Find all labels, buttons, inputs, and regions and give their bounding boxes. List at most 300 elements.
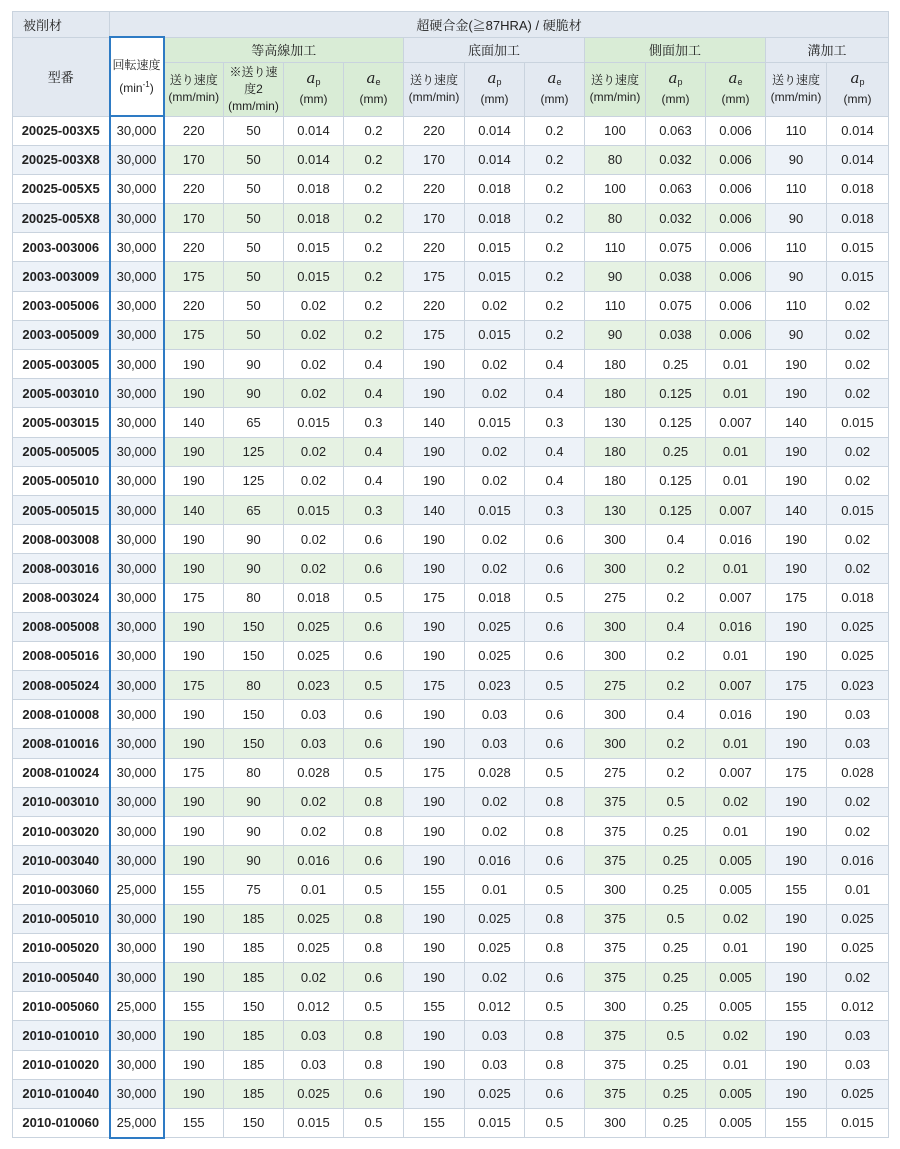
cell-model: 2010-010020	[13, 1050, 110, 1079]
cell-side-ae: 0.007	[706, 758, 766, 787]
cell-side-ap: 0.038	[646, 262, 706, 291]
cell-groove-ap: 0.025	[827, 612, 889, 641]
cell-bottom-ap: 0.014	[465, 116, 525, 145]
cell-side-ae: 0.006	[706, 174, 766, 203]
cell-contour-ae: 0.6	[344, 612, 404, 641]
cell-side-feed: 300	[585, 992, 646, 1021]
cell-contour-ae: 0.6	[344, 700, 404, 729]
cell-side-ae: 0.005	[706, 962, 766, 991]
cell-bottom-ap: 0.025	[465, 641, 525, 670]
cell-bottom-ae: 0.2	[525, 262, 585, 291]
cell-side-feed: 275	[585, 583, 646, 612]
cell-side-feed: 375	[585, 1050, 646, 1079]
cell-rpm: 30,000	[110, 846, 164, 875]
cell-bottom-ae: 0.3	[525, 495, 585, 524]
cell-contour-ap: 0.03	[284, 729, 344, 758]
cell-rpm: 30,000	[110, 408, 164, 437]
cutting-conditions-table	[12, 11, 889, 1139]
cell-side-ae: 0.006	[706, 233, 766, 262]
cell-groove-ap: 0.02	[827, 379, 889, 408]
cell-contour-feed2: 50	[224, 174, 284, 203]
cell-side-feed: 130	[585, 495, 646, 524]
cell-bottom-ae: 0.8	[525, 904, 585, 933]
cell-contour-feed2: 150	[224, 992, 284, 1021]
cell-bottom-feed: 155	[404, 1108, 465, 1137]
cell-bottom-feed: 190	[404, 350, 465, 379]
cell-bottom-ae: 0.2	[525, 116, 585, 145]
cell-contour-ae: 0.2	[344, 145, 404, 174]
cell-side-ae: 0.01	[706, 437, 766, 466]
col-contour-ap: $a_p$ (mm)	[284, 62, 344, 116]
cell-contour-feed: 190	[164, 350, 224, 379]
cell-contour-feed2: 80	[224, 758, 284, 787]
cell-model: 2008-003024	[13, 583, 110, 612]
cell-model: 2010-005020	[13, 933, 110, 962]
cell-model: 2010-003010	[13, 787, 110, 816]
cell-side-ap: 0.125	[646, 379, 706, 408]
cell-contour-ae: 0.6	[344, 729, 404, 758]
cell-groove-ap: 0.02	[827, 962, 889, 991]
group-groove: 溝加工	[766, 37, 889, 62]
col-bottom-ae: $a_e$ (mm)	[525, 62, 585, 116]
cell-bottom-feed: 190	[404, 525, 465, 554]
table-row	[13, 379, 889, 408]
header-row-material	[13, 12, 889, 38]
table-row	[13, 933, 889, 962]
cell-contour-ae: 0.6	[344, 846, 404, 875]
rpm-label-close: )	[149, 80, 154, 95]
cell-contour-ae: 0.5	[344, 583, 404, 612]
cell-bottom-feed: 140	[404, 495, 465, 524]
cell-side-ap: 0.125	[646, 495, 706, 524]
cell-bottom-ae: 0.8	[525, 787, 585, 816]
cell-rpm: 30,000	[110, 700, 164, 729]
cell-contour-feed2: 50	[224, 320, 284, 349]
cell-bottom-ap: 0.015	[465, 262, 525, 291]
cell-contour-ap: 0.018	[284, 174, 344, 203]
cell-side-ae: 0.016	[706, 700, 766, 729]
model-label: 型番	[13, 37, 110, 116]
cell-rpm: 30,000	[110, 1050, 164, 1079]
cell-contour-feed: 220	[164, 174, 224, 203]
cell-bottom-ap: 0.02	[465, 350, 525, 379]
cell-bottom-feed: 170	[404, 145, 465, 174]
cell-side-ae: 0.007	[706, 671, 766, 700]
cell-bottom-feed: 220	[404, 174, 465, 203]
table-row	[13, 145, 889, 174]
cell-contour-feed: 175	[164, 262, 224, 291]
cell-contour-feed: 190	[164, 1050, 224, 1079]
cell-bottom-ae: 0.5	[525, 1108, 585, 1137]
cell-contour-feed: 190	[164, 787, 224, 816]
cell-contour-feed: 190	[164, 700, 224, 729]
cell-bottom-feed: 190	[404, 933, 465, 962]
cell-side-ap: 0.5	[646, 904, 706, 933]
cell-groove-feed: 110	[766, 174, 827, 203]
cell-contour-ae: 0.4	[344, 350, 404, 379]
cell-side-feed: 375	[585, 933, 646, 962]
cell-side-ap: 0.5	[646, 787, 706, 816]
cell-contour-feed: 190	[164, 817, 224, 846]
cell-groove-feed: 155	[766, 1108, 827, 1137]
cell-bottom-ae: 0.6	[525, 641, 585, 670]
cell-model: 20025-003X8	[13, 145, 110, 174]
cell-groove-ap: 0.02	[827, 350, 889, 379]
cell-contour-ap: 0.014	[284, 145, 344, 174]
cell-rpm: 30,000	[110, 933, 164, 962]
cell-side-ap: 0.25	[646, 992, 706, 1021]
cell-side-feed: 375	[585, 962, 646, 991]
cell-groove-feed: 190	[766, 817, 827, 846]
cell-contour-ap: 0.012	[284, 992, 344, 1021]
rpm-label-line2: (min	[119, 80, 143, 95]
cell-contour-ap: 0.018	[284, 583, 344, 612]
cell-groove-feed: 90	[766, 262, 827, 291]
cell-side-ae: 0.006	[706, 145, 766, 174]
cell-rpm: 30,000	[110, 379, 164, 408]
cell-contour-ap: 0.015	[284, 408, 344, 437]
cell-contour-ap: 0.02	[284, 787, 344, 816]
cell-side-ap: 0.5	[646, 1021, 706, 1050]
cell-model: 2008-003008	[13, 525, 110, 554]
cell-groove-feed: 190	[766, 466, 827, 495]
cell-side-ae: 0.01	[706, 554, 766, 583]
cell-rpm: 30,000	[110, 904, 164, 933]
cell-groove-feed: 190	[766, 700, 827, 729]
cell-side-feed: 300	[585, 729, 646, 758]
cell-contour-ae: 0.5	[344, 758, 404, 787]
cell-contour-feed: 220	[164, 116, 224, 145]
cell-side-ae: 0.005	[706, 846, 766, 875]
group-contour: 等高線加工	[164, 37, 404, 62]
cell-groove-ap: 0.015	[827, 495, 889, 524]
cell-contour-feed2: 90	[224, 787, 284, 816]
cell-bottom-feed: 190	[404, 817, 465, 846]
col-groove-feed: 送り速度 (mm/min)	[766, 62, 827, 116]
table-row	[13, 466, 889, 495]
table-row	[13, 641, 889, 670]
cell-side-ap: 0.25	[646, 437, 706, 466]
cell-contour-ap: 0.023	[284, 671, 344, 700]
cell-bottom-ap: 0.018	[465, 204, 525, 233]
header-row-groups	[13, 37, 889, 62]
cell-contour-feed2: 50	[224, 291, 284, 320]
cell-contour-ae: 0.5	[344, 992, 404, 1021]
cell-groove-ap: 0.028	[827, 758, 889, 787]
cell-contour-feed2: 185	[224, 962, 284, 991]
cell-bottom-ap: 0.028	[465, 758, 525, 787]
cell-bottom-feed: 155	[404, 992, 465, 1021]
cell-contour-ap: 0.014	[284, 116, 344, 145]
table-row	[13, 262, 889, 291]
table-row	[13, 758, 889, 787]
cell-side-feed: 80	[585, 204, 646, 233]
cell-bottom-ae: 0.5	[525, 875, 585, 904]
cell-groove-feed: 155	[766, 875, 827, 904]
cell-side-feed: 300	[585, 1108, 646, 1137]
cell-bottom-ae: 0.2	[525, 233, 585, 262]
cell-contour-feed: 170	[164, 145, 224, 174]
cell-contour-feed2: 125	[224, 466, 284, 495]
cell-contour-feed: 190	[164, 554, 224, 583]
cell-rpm: 30,000	[110, 466, 164, 495]
table-row	[13, 320, 889, 349]
cell-side-ap: 0.038	[646, 320, 706, 349]
cell-side-ae: 0.006	[706, 204, 766, 233]
table-row	[13, 787, 889, 816]
cell-groove-ap: 0.018	[827, 583, 889, 612]
table-row	[13, 204, 889, 233]
cell-groove-ap: 0.025	[827, 1079, 889, 1108]
cell-rpm: 30,000	[110, 145, 164, 174]
cell-rpm: 30,000	[110, 262, 164, 291]
cell-side-ap: 0.25	[646, 1079, 706, 1108]
cell-bottom-feed: 190	[404, 729, 465, 758]
cell-contour-ae: 0.2	[344, 320, 404, 349]
cell-groove-feed: 190	[766, 641, 827, 670]
cell-side-ae: 0.006	[706, 116, 766, 145]
cell-bottom-ap: 0.03	[465, 700, 525, 729]
cell-model: 2010-003020	[13, 817, 110, 846]
cell-groove-feed: 190	[766, 525, 827, 554]
cell-model: 2008-005016	[13, 641, 110, 670]
cell-side-feed: 300	[585, 875, 646, 904]
cell-groove-feed: 190	[766, 904, 827, 933]
cell-contour-feed2: 90	[224, 525, 284, 554]
cell-bottom-feed: 155	[404, 875, 465, 904]
cell-contour-ap: 0.03	[284, 700, 344, 729]
table-row	[13, 846, 889, 875]
cell-model: 2008-010008	[13, 700, 110, 729]
cell-rpm: 30,000	[110, 116, 164, 145]
cell-rpm: 30,000	[110, 233, 164, 262]
cell-contour-ap: 0.02	[284, 350, 344, 379]
cell-groove-feed: 190	[766, 1021, 827, 1050]
cell-side-feed: 375	[585, 904, 646, 933]
cell-groove-feed: 190	[766, 846, 827, 875]
cell-model: 20025-003X5	[13, 116, 110, 145]
table-row	[13, 233, 889, 262]
cell-contour-feed2: 65	[224, 408, 284, 437]
cell-groove-ap: 0.02	[827, 525, 889, 554]
cell-contour-feed2: 90	[224, 817, 284, 846]
cell-contour-ae: 0.8	[344, 904, 404, 933]
cell-bottom-ap: 0.015	[465, 320, 525, 349]
cell-rpm: 30,000	[110, 204, 164, 233]
cell-side-ae: 0.007	[706, 495, 766, 524]
cell-model: 2010-010040	[13, 1079, 110, 1108]
col-contour-feed: 送り速度 (mm/min)	[164, 62, 224, 116]
cell-contour-ap: 0.025	[284, 933, 344, 962]
cell-side-ae: 0.006	[706, 262, 766, 291]
cell-groove-feed: 190	[766, 787, 827, 816]
cell-bottom-feed: 190	[404, 1050, 465, 1079]
cell-side-ap: 0.4	[646, 700, 706, 729]
table-row	[13, 174, 889, 203]
cell-contour-ap: 0.015	[284, 495, 344, 524]
cell-contour-ae: 0.8	[344, 1021, 404, 1050]
cell-bottom-ae: 0.5	[525, 758, 585, 787]
cell-bottom-ae: 0.2	[525, 204, 585, 233]
cell-contour-feed2: 80	[224, 583, 284, 612]
cell-groove-feed: 190	[766, 729, 827, 758]
cell-contour-ap: 0.02	[284, 817, 344, 846]
rpm-label-sup: -1	[142, 79, 150, 89]
cell-model: 20025-005X5	[13, 174, 110, 203]
cell-bottom-ae: 0.5	[525, 992, 585, 1021]
table-row	[13, 700, 889, 729]
table-row	[13, 525, 889, 554]
cell-bottom-ae: 0.4	[525, 350, 585, 379]
cell-side-feed: 130	[585, 408, 646, 437]
cell-contour-feed: 155	[164, 1108, 224, 1137]
cell-rpm: 25,000	[110, 992, 164, 1021]
cell-bottom-feed: 175	[404, 262, 465, 291]
cell-side-ae: 0.01	[706, 379, 766, 408]
cell-bottom-ap: 0.015	[465, 233, 525, 262]
cell-bottom-feed: 190	[404, 466, 465, 495]
cell-groove-ap: 0.03	[827, 729, 889, 758]
cell-rpm: 30,000	[110, 962, 164, 991]
cell-contour-ap: 0.02	[284, 554, 344, 583]
cell-side-ap: 0.25	[646, 962, 706, 991]
cell-bottom-ap: 0.02	[465, 787, 525, 816]
cell-side-ae: 0.01	[706, 1050, 766, 1079]
cell-side-ae: 0.007	[706, 583, 766, 612]
cell-groove-ap: 0.02	[827, 437, 889, 466]
cell-contour-feed2: 150	[224, 1108, 284, 1137]
cell-groove-feed: 190	[766, 350, 827, 379]
cell-bottom-ap: 0.012	[465, 992, 525, 1021]
cell-groove-ap: 0.02	[827, 787, 889, 816]
cell-bottom-feed: 140	[404, 408, 465, 437]
cell-contour-ap: 0.02	[284, 320, 344, 349]
cell-groove-feed: 90	[766, 320, 827, 349]
cell-side-feed: 100	[585, 116, 646, 145]
cell-contour-ap: 0.015	[284, 1108, 344, 1137]
cell-side-ap: 0.2	[646, 671, 706, 700]
cell-contour-feed: 190	[164, 904, 224, 933]
cell-side-ae: 0.005	[706, 1108, 766, 1137]
cell-bottom-feed: 220	[404, 233, 465, 262]
cell-side-feed: 375	[585, 1021, 646, 1050]
cell-side-feed: 90	[585, 320, 646, 349]
cell-side-ap: 0.4	[646, 525, 706, 554]
cell-contour-feed2: 150	[224, 612, 284, 641]
table-row	[13, 350, 889, 379]
cell-rpm: 30,000	[110, 174, 164, 203]
material-label: 被削材	[13, 12, 110, 38]
cell-bottom-ae: 0.3	[525, 408, 585, 437]
cell-contour-ae: 0.4	[344, 437, 404, 466]
cell-model: 2005-003010	[13, 379, 110, 408]
cell-groove-feed: 190	[766, 437, 827, 466]
cell-side-ae: 0.007	[706, 408, 766, 437]
cell-model: 20025-005X8	[13, 204, 110, 233]
cell-contour-ae: 0.2	[344, 174, 404, 203]
cell-side-ap: 0.125	[646, 466, 706, 495]
cell-bottom-ap: 0.03	[465, 1021, 525, 1050]
group-side: 側面加工	[585, 37, 766, 62]
cell-bottom-feed: 190	[404, 379, 465, 408]
cell-contour-feed2: 185	[224, 1050, 284, 1079]
cell-bottom-feed: 190	[404, 1079, 465, 1108]
cell-model: 2008-010016	[13, 729, 110, 758]
cell-groove-feed: 110	[766, 291, 827, 320]
cell-contour-ae: 0.5	[344, 1108, 404, 1137]
cell-contour-ap: 0.025	[284, 904, 344, 933]
cell-bottom-feed: 190	[404, 437, 465, 466]
cell-groove-ap: 0.018	[827, 174, 889, 203]
cell-side-ae: 0.02	[706, 1021, 766, 1050]
cell-side-feed: 375	[585, 787, 646, 816]
cell-side-feed: 300	[585, 612, 646, 641]
cell-contour-feed2: 185	[224, 933, 284, 962]
cell-model: 2008-005008	[13, 612, 110, 641]
cell-contour-feed: 155	[164, 875, 224, 904]
table-row	[13, 992, 889, 1021]
cell-contour-feed2: 90	[224, 350, 284, 379]
cell-side-feed: 300	[585, 641, 646, 670]
cell-contour-ap: 0.025	[284, 1079, 344, 1108]
cell-contour-feed: 190	[164, 641, 224, 670]
cell-bottom-ae: 0.4	[525, 437, 585, 466]
cell-contour-feed2: 150	[224, 700, 284, 729]
cell-contour-feed: 175	[164, 671, 224, 700]
cell-side-ap: 0.2	[646, 729, 706, 758]
cell-side-ae: 0.016	[706, 525, 766, 554]
cell-contour-feed2: 50	[224, 116, 284, 145]
cell-side-ae: 0.005	[706, 1079, 766, 1108]
cell-bottom-ap: 0.03	[465, 729, 525, 758]
cell-contour-ae: 0.4	[344, 466, 404, 495]
cell-bottom-feed: 175	[404, 583, 465, 612]
cell-groove-feed: 175	[766, 671, 827, 700]
table-row	[13, 1050, 889, 1079]
cell-rpm: 30,000	[110, 641, 164, 670]
cell-groove-ap: 0.025	[827, 933, 889, 962]
table-row	[13, 408, 889, 437]
cell-side-ae: 0.02	[706, 904, 766, 933]
table-row	[13, 554, 889, 583]
cell-side-feed: 275	[585, 671, 646, 700]
cell-contour-feed2: 185	[224, 1021, 284, 1050]
cell-side-ae: 0.01	[706, 817, 766, 846]
cell-contour-ae: 0.4	[344, 379, 404, 408]
cell-groove-ap: 0.025	[827, 904, 889, 933]
cell-bottom-feed: 190	[404, 904, 465, 933]
cell-contour-feed: 190	[164, 933, 224, 962]
cell-contour-ap: 0.02	[284, 379, 344, 408]
cell-side-ap: 0.075	[646, 291, 706, 320]
cell-groove-feed: 140	[766, 408, 827, 437]
cell-rpm: 30,000	[110, 729, 164, 758]
cell-side-ap: 0.2	[646, 554, 706, 583]
cell-bottom-ae: 0.4	[525, 466, 585, 495]
cell-contour-ae: 0.8	[344, 1050, 404, 1079]
cell-groove-ap: 0.02	[827, 817, 889, 846]
cell-side-feed: 180	[585, 350, 646, 379]
cell-bottom-ae: 0.8	[525, 1050, 585, 1079]
cell-bottom-ap: 0.015	[465, 408, 525, 437]
cell-contour-ae: 0.5	[344, 875, 404, 904]
cell-groove-feed: 175	[766, 758, 827, 787]
cell-contour-feed: 190	[164, 379, 224, 408]
cell-groove-ap: 0.014	[827, 116, 889, 145]
cell-side-ae: 0.005	[706, 992, 766, 1021]
cell-side-feed: 300	[585, 554, 646, 583]
cell-contour-feed: 190	[164, 525, 224, 554]
